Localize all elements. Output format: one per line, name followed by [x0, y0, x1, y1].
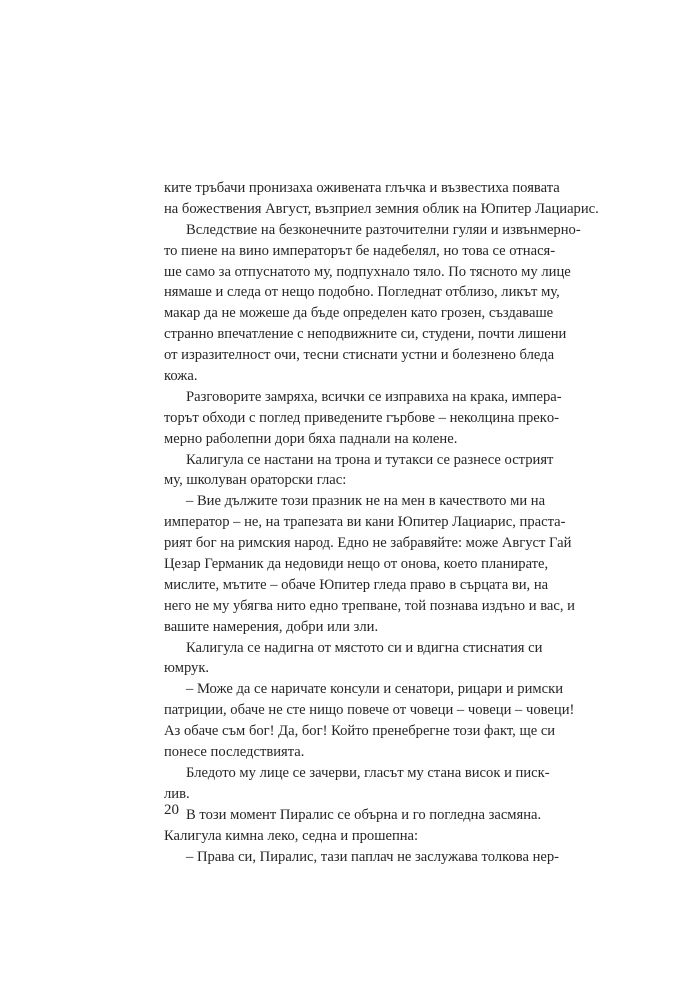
text-line: Калигула се настани на трона и тутакси се разнесе острият — [186, 451, 554, 468]
text-line: странно впечатление с неподвижните си, студени, почти лишени — [164, 326, 567, 343]
text-line: император – не, на трапезата ви кани Юпитер Лациарис, праста- — [164, 514, 566, 531]
text-line: ше само за отпуснатото му, подпухнало тяло. По тясното му лице — [164, 263, 571, 280]
text-line: макар да не можеше да бъде определен като грозен, създаваше — [164, 305, 554, 322]
text-line: патриции, обаче не сте нищо повече от човеци – човеци – човеци! — [164, 702, 575, 719]
text-line: юмрук. — [164, 660, 210, 677]
text-line: то пиене на вино императорът бе надебелял, но това се отнася- — [164, 242, 556, 259]
text-line: лив. — [164, 785, 190, 802]
text-line: Калигула кимна леко, седна и прошепна: — [164, 827, 419, 844]
text-line: Вследствие на безконечните разточителни гуляи и извънмерно- — [186, 221, 581, 238]
text-line: ките тръбачи пронизаха оживената глъчка и възвестиха появата — [164, 180, 560, 196]
text-line: него не му убягва нито едно трепване, той познава издъно и вас, и — [164, 597, 575, 614]
text-line: от изразителност очи, тесни стиснати устни и болезнено бледа — [164, 347, 555, 364]
text-line: рият бог на римския народ. Едно не забравяйте: може Август Гай — [164, 535, 572, 552]
text-line: торът обходи с поглед приведените гърбове – неколцина прекo- — [164, 409, 560, 426]
text-line: Аз обаче съм бог! Да, бог! Който пренебрегне този факт, ще си — [164, 723, 556, 740]
body-text — [164, 178, 599, 867]
text-line: Цезар Германик да недовиди нещо от онова, което планирате, — [164, 556, 549, 573]
text-line: В този момент Пиралис се обърна и го погледна засмяна. — [186, 806, 542, 823]
text-line: нямаше и следа от нещо подобно. Погледнат отблизо, ликът му, — [164, 284, 560, 301]
text-line: на божествения Август, възприел земния облик на Юпитер Лациарис. — [164, 200, 599, 217]
page-number: 20 — [164, 802, 179, 818]
text-line: – Вие дължите този празник не на мен в качеството ми на — [186, 493, 546, 510]
text-line: мерно раболепни дори бяха паднали на колене. — [164, 430, 458, 447]
text-line: понесе последствията. — [164, 744, 305, 761]
text-line: му, школуван ораторски глас: — [164, 472, 347, 489]
text-line: – Може да се наричате консули и сенатори, рицари и римски — [186, 681, 564, 698]
text-line: вашите намерения, добри или зли. — [164, 618, 379, 635]
text-line: мислите, мътите – обаче Юпитер гледа право в сърцата ви, на — [164, 576, 549, 593]
text-line: Бледото му лице се зачерви, гласът му стана висок и писк- — [186, 764, 550, 781]
text-line: – Права си, Пиралис, тази паплач не заслужава толкова нер- — [186, 848, 560, 865]
text-line: кожа. — [164, 368, 198, 385]
text-line: Калигула се надигна от мястото си и вдигна стиснатия си — [186, 639, 543, 656]
text-line: Разговорите замряха, всички се изправиха на крака, импера- — [186, 388, 562, 405]
